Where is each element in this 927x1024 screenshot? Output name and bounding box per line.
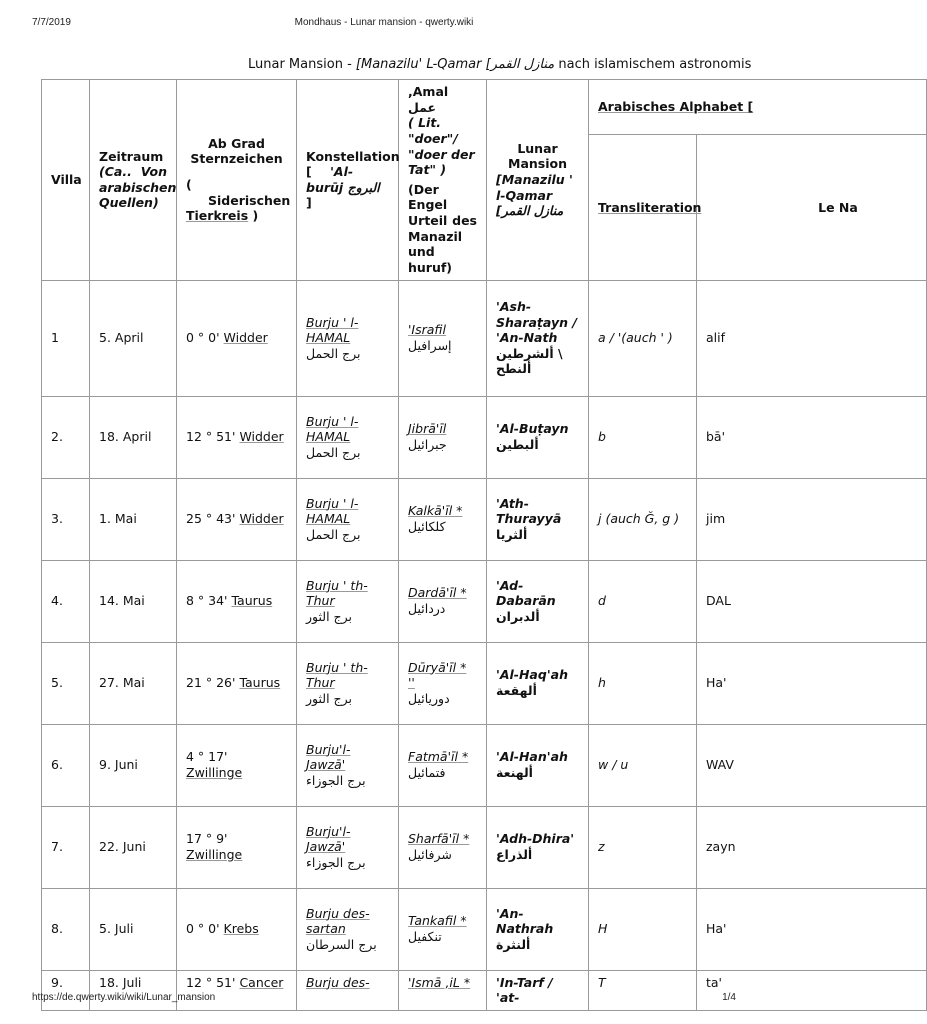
mansion-name: 'In-Tarf / 'at- (496, 974, 553, 1006)
header-translit-label: Transliteration (598, 199, 702, 215)
konst-arabic: برج الثور (306, 690, 352, 706)
konst-link[interactable]: Burju ' l-HAMAL (306, 413, 359, 445)
mansion-arabic: ألهقعة (496, 683, 537, 698)
cell-mansion (487, 724, 589, 806)
header-zeitraum-title: Zeitraum (99, 148, 164, 164)
cell-villa: 5. (42, 642, 90, 724)
mansion-name: 'Al-Haq'ah (496, 667, 568, 683)
amal-arabic: شرفائيل (408, 847, 452, 862)
caption-translit: [Manazilu' L-Qamar (355, 57, 482, 72)
cell-degree: 21 ° 26' Taurus (177, 642, 297, 724)
konst-arabic: برج الجوزاء (306, 772, 366, 788)
header-lunar-arabic: منازل القمر] (496, 203, 564, 219)
header-lunar-sub: [Manazilu ' l-Qamar (496, 171, 573, 203)
cell-date: 18. Juli (90, 970, 177, 1010)
amal-arabic: دوريائيل (408, 690, 450, 706)
konst-link[interactable]: Burju des- (306, 974, 370, 990)
table-row (42, 478, 927, 560)
header-amal-sub: (Der Engel Urteil des Manazil und huruf) (408, 181, 477, 275)
print-header (0, 17, 768, 31)
header-transliteration (589, 135, 702, 280)
konst-arabic: برج الحمل (306, 345, 361, 361)
header-amal-lit: ( Lit. "doer"/ "doer der Tat" ) (408, 115, 475, 178)
cell-date: 22. Juni (90, 806, 177, 888)
header-abgrad-tierkreis: Tierkreis (186, 208, 249, 224)
header-amal (399, 80, 487, 281)
cell-amal (399, 724, 487, 806)
cell-amal (399, 478, 487, 560)
caption-arabic: منازل القمر] (485, 57, 555, 72)
cell-villa: 8. (42, 888, 90, 970)
cell-konstellation (297, 280, 399, 396)
print-date: 7/7/2019 (32, 17, 71, 28)
mansion-arabic: ألهنعة (496, 765, 533, 780)
amal-arabic: تنكفيل (408, 929, 442, 944)
cell-konstellation (297, 396, 399, 478)
cell-amal (399, 642, 487, 724)
sign-link[interactable]: Widder (239, 429, 284, 445)
mansion-arabic: ألنثرة (496, 936, 531, 952)
header-konst-arabic: البروج (347, 179, 380, 195)
konst-link[interactable]: Burju des-sartan (306, 905, 370, 937)
header-lunar-mansion (487, 80, 589, 281)
amal-link[interactable]: Tankafil * (408, 913, 467, 929)
konst-arabic: برج الثور (306, 608, 352, 624)
cell-letter: ta' (697, 970, 927, 1010)
amal-link[interactable]: Fatmā'īl * (408, 749, 469, 765)
cell-mansion (487, 396, 589, 478)
table-row (42, 560, 927, 642)
konst-link[interactable]: Burju ' th-Thur (306, 577, 368, 609)
table-row (42, 888, 927, 970)
konst-link[interactable]: Burju ' th-Thur (306, 659, 368, 691)
konst-arabic: برج الحمل (306, 526, 361, 542)
cell-degree: 0 ° 0' Krebs (177, 888, 297, 970)
mansion-arabic: ألثريا (496, 526, 528, 542)
amal-link[interactable]: 'Ismā ,iL * (408, 974, 471, 990)
cell-konstellation (297, 806, 399, 888)
caption-rest: nach islamischem astronomis (554, 57, 752, 72)
cell-villa: 1 (42, 280, 90, 396)
cell-transliteration: z (589, 806, 697, 888)
cell-degree: 12 ° 51' Cancer (177, 970, 297, 1010)
sign-link[interactable]: Krebs (223, 921, 259, 937)
mansion-name: 'Al-Buṭayn (496, 421, 569, 437)
table-row (42, 724, 927, 806)
lunar-mansion-table (41, 79, 927, 1011)
amal-arabic: دردائيل (408, 601, 446, 616)
mansion-arabic: ألدبران (496, 608, 540, 624)
header-zeitraum (90, 80, 177, 281)
amal-link[interactable]: Jibrā'īl (408, 421, 447, 437)
cell-degree: 8 ° 34' Taurus (177, 560, 297, 642)
amal-link[interactable]: Sharfā'īl * (408, 831, 470, 847)
header-konst-open: [ (306, 164, 312, 180)
konst-link[interactable]: Burju ' l-HAMAL (306, 495, 359, 527)
sign-link[interactable]: Widder (223, 330, 268, 346)
cell-degree: 0 ° 0' Widder (177, 280, 297, 396)
cell-letter: jim (697, 478, 927, 560)
cell-konstellation (297, 478, 399, 560)
print-page-number: 1/4 (722, 992, 736, 1003)
amal-link[interactable]: Dardā'īl * (408, 585, 467, 601)
cell-mansion (487, 478, 589, 560)
table-row (42, 806, 927, 888)
header-alphabet-label: Arabisches Alphabet [ (598, 99, 754, 115)
cell-konstellation (297, 560, 399, 642)
header-abgrad-siderischen: Siderischen (208, 192, 291, 208)
header-villa: Villa (42, 80, 90, 281)
cell-konstellation (297, 888, 399, 970)
cell-date: 5. Juli (90, 888, 177, 970)
header-letter-name (697, 135, 927, 280)
header-abgrad-close: ) (252, 208, 259, 224)
cell-transliteration: b (589, 396, 697, 478)
table-row (42, 396, 927, 478)
sign-link[interactable]: Taurus (231, 593, 273, 609)
mansion-name: 'Ash-Sharaṭayn / 'An-Nath (496, 298, 577, 346)
cell-transliteration: j (auch Ğ, g ) (589, 478, 697, 560)
cell-letter: zayn (697, 806, 927, 888)
amal-link[interactable]: Kalkā'īl * (408, 503, 463, 519)
cell-transliteration: H (589, 888, 697, 970)
header-abgrad-open: ( (186, 176, 192, 192)
cell-konstellation (297, 642, 399, 724)
konst-arabic: برج الجوزاء (306, 854, 366, 870)
sign-link[interactable]: Taurus (239, 675, 281, 691)
amal-arabic: جبرائيل (408, 437, 447, 452)
cell-date: 14. Mai (90, 560, 177, 642)
mansion-arabic: ألبطين (496, 437, 539, 452)
cell-letter: WAV (697, 724, 927, 806)
header-abgrad-title: Ab Grad Sternzeichen (190, 135, 283, 167)
sign-link[interactable]: Widder (239, 511, 284, 527)
header-konst-close: ] (306, 195, 312, 211)
konst-arabic: برج الحمل (306, 444, 361, 460)
table-body (42, 280, 927, 1010)
cell-letter: Ha' (697, 888, 927, 970)
cell-villa: 2. (42, 396, 90, 478)
sign-link[interactable]: Zwillinge (186, 847, 243, 862)
cell-mansion (487, 560, 589, 642)
cell-mansion (487, 280, 589, 396)
cell-date: 9. Juni (90, 724, 177, 806)
cell-amal (399, 560, 487, 642)
cell-letter: DAL (697, 560, 927, 642)
cell-mansion (487, 806, 589, 888)
cell-letter: Ha' (697, 642, 927, 724)
sign-link[interactable]: Zwillinge (186, 765, 243, 780)
cell-mansion (487, 642, 589, 724)
cell-transliteration: d (589, 560, 697, 642)
mansion-name: 'Al-Han'ah (496, 749, 568, 765)
konst-link[interactable]: Burju'l-Jawzā' (306, 823, 351, 855)
sign-link[interactable]: Cancer (239, 974, 284, 990)
cell-transliteration: h (589, 642, 697, 724)
amal-arabic: كلكائيل (408, 519, 446, 534)
mansion-name: 'An-Nathrah (496, 905, 554, 937)
print-url: https://de.qwerty.wiki/wiki/Lunar_mansion (32, 992, 216, 1003)
header-konstellation (297, 80, 399, 281)
cell-date: 5. April (90, 280, 177, 396)
mansion-name: 'Ad-Dabarān (496, 577, 556, 609)
header-zeitraum-sub: (Ca.. Von arabischen Quellen) (99, 164, 177, 211)
header-konst-translit: 'Al-burūj (306, 164, 354, 195)
mansion-arabic: \ ألشرطين ألنطح (496, 345, 563, 377)
cell-date: 1. Mai (90, 478, 177, 560)
cell-degree: 25 ° 43' Widder (177, 478, 297, 560)
cell-transliteration: T (589, 970, 697, 1010)
table-row (42, 642, 927, 724)
cell-degree: 12 ° 51' Widder (177, 396, 297, 478)
cell-transliteration: w / u (589, 724, 697, 806)
header-alphabet (589, 80, 927, 135)
mansion-arabic: ألذراع (496, 847, 533, 862)
cell-amal (399, 888, 487, 970)
cell-amal (399, 806, 487, 888)
cell-villa: 6. (42, 724, 90, 806)
konst-arabic: برج السرطان (306, 936, 377, 952)
konst-link[interactable]: Burju ' l-HAMAL (306, 314, 359, 346)
amal-arabic: إسرافيل (408, 338, 452, 353)
cell-degree: 4 ° 17' Zwillinge (177, 724, 297, 806)
table-row (42, 280, 927, 396)
cell-villa: 4. (42, 560, 90, 642)
print-footer (0, 992, 768, 1006)
print-title: Mondhaus - Lunar mansion - qwerty.wiki (294, 17, 474, 28)
cell-amal (399, 280, 487, 396)
amal-arabic: فتمائيل (408, 765, 446, 780)
table-caption (248, 57, 751, 72)
mansion-name: 'Ath-Thurayyā (496, 495, 562, 527)
amal-link[interactable]: Dūryā'īl * '' (408, 659, 467, 691)
konst-link[interactable]: Burju'l-Jawzā' (306, 741, 351, 773)
cell-date: 18. April (90, 396, 177, 478)
cell-mansion (487, 888, 589, 970)
header-lunar-title: Lunar Mansion (508, 140, 567, 172)
cell-amal (399, 396, 487, 478)
header-abgrad (177, 80, 297, 281)
cell-letter: bā' (697, 396, 927, 478)
cell-letter: alif (697, 280, 927, 396)
cell-transliteration: a / '(auch ' ) (589, 280, 697, 396)
amal-link[interactable]: 'Israfil (408, 322, 446, 338)
mansion-name: 'Adh-Dhira' (496, 831, 575, 847)
cell-villa: 7. (42, 806, 90, 888)
cell-degree: 17 ° 9' Zwillinge (177, 806, 297, 888)
cell-date: 27. Mai (90, 642, 177, 724)
cell-villa: 9. (42, 970, 90, 1010)
cell-konstellation (297, 724, 399, 806)
caption-lead: Lunar Mansion - (248, 57, 356, 72)
header-letter-name-label: Le Na (818, 199, 858, 215)
header-amal-title: ,Amal عمل (408, 84, 449, 115)
header-konst-title: Konstellation (306, 148, 400, 164)
cell-villa: 3. (42, 478, 90, 560)
